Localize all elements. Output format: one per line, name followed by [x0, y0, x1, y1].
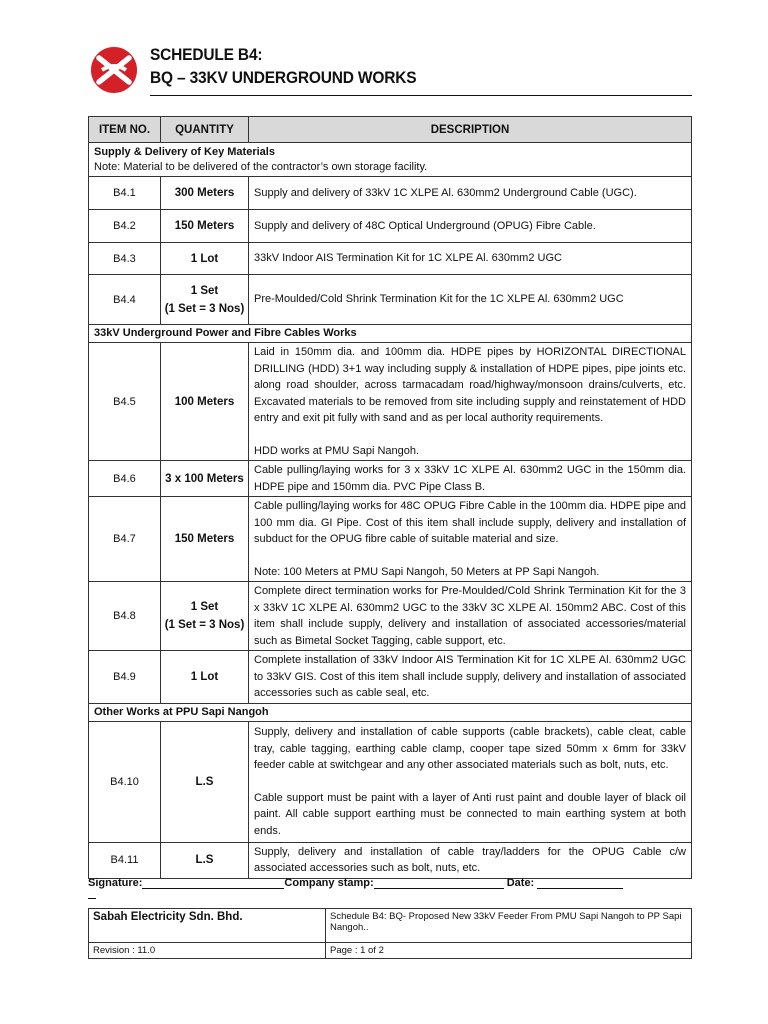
description-paragraph: Supply and delivery of 48C Optical Underground (OPUG) Fibre Cable.	[254, 219, 596, 232]
quantity-detail: (1 Set = 3 Nos)	[164, 302, 245, 315]
signature-label: Signature:	[88, 877, 143, 889]
quantity-detail: (1 Set = 3 Nos)	[164, 619, 245, 631]
description-paragraph: Supply, delivery and installation of cable tray/ladders for the OPUG Cable c/w associated accessories such as bolt, nuts, etc.	[254, 845, 686, 874]
table-row	[89, 243, 692, 275]
table-row	[89, 721, 692, 842]
description-cell	[249, 842, 692, 878]
bq-table	[88, 116, 692, 879]
table-row	[89, 842, 692, 878]
description-paragraph: 33kV Indoor AIS Termination Kit for 1C XLPE Al. 630mm2 UGC	[254, 252, 562, 265]
description-cell	[249, 243, 692, 275]
quantity-cell	[161, 343, 249, 461]
item-number: B4.4	[89, 275, 161, 325]
item-number: B4.10	[89, 721, 161, 842]
date-field[interactable]	[537, 877, 623, 889]
revision-number: Revision : 11.0	[89, 943, 326, 959]
section-row	[89, 703, 692, 721]
company-stamp-label: Company stamp:	[284, 877, 374, 889]
quantity-cell	[161, 275, 249, 325]
quantity-value: 150 Meters	[174, 220, 235, 232]
quantity-value: 3 x 100 Meters	[165, 472, 244, 485]
table-row	[89, 275, 692, 325]
table-row	[89, 582, 692, 651]
quantity-cell	[161, 461, 249, 497]
section-note: Note: Material to be delivered of the contractor’s own storage facility.	[94, 160, 428, 173]
header-divider	[150, 95, 692, 96]
footer-table	[88, 908, 692, 959]
signature-field[interactable]	[142, 877, 284, 889]
quantity-value: L.S	[195, 775, 214, 788]
description-paragraph: HDD works at PMU Sapi Nangoh.	[254, 444, 420, 457]
quantity-value: 150 Meters	[174, 533, 235, 545]
quantity-value: 1 Lot	[190, 670, 219, 683]
document-header	[88, 40, 692, 100]
quantity-cell	[161, 210, 249, 243]
description-paragraph: Complete direct termination works for Pre-Moulded/Cold Shrink Termination Kit for the 3 x 33kV 1C XLPE Al. 630mm2 UGC to the 33kV 3C XLPE Al. 150mm2 ABC. Cost of this item shall include supply, delivery and installation of associated accessories/material such as Bimetal Socket Tagging, cable support, etc.	[254, 585, 686, 647]
page-title	[150, 44, 416, 90]
description-cell	[249, 651, 692, 704]
description-cell	[249, 461, 692, 497]
table-row	[89, 210, 692, 243]
title-line-2: BQ – 33KV UNDERGROUND WORKS	[150, 69, 417, 87]
paragraph-gap	[254, 427, 686, 443]
description-paragraph: Cable pulling/laying works for 48C OPUG Fibre Cable in the 100mm dia. HDPE pipe and 100 mm dia. GI Pipe. Cost of this item shall include supply, delivery and installation of subduct for the OPUG fibre cable of suitable material and size.	[254, 500, 686, 545]
description-cell	[249, 177, 692, 210]
table-row	[89, 497, 692, 582]
section-heading	[89, 325, 692, 343]
column-header-quantity: QUANTITY	[161, 117, 249, 143]
column-header-item: ITEM NO.	[89, 117, 161, 143]
item-number: B4.3	[89, 243, 161, 275]
quantity-value: 300 Meters	[174, 187, 235, 199]
signature-line	[88, 877, 623, 889]
section-heading	[89, 703, 692, 721]
company-stamp-field[interactable]	[374, 877, 504, 889]
description-paragraph: Cable pulling/laying works for 3 x 33kV 1C XLPE Al. 630mm2 UGC in the 150mm dia. HDPE pipe and 150mm dia. PVC Pipe Class B.	[254, 464, 686, 493]
quantity-value: 1 Set	[190, 601, 219, 613]
quantity-cell	[161, 177, 249, 210]
description-cell	[249, 343, 692, 461]
description-cell	[249, 275, 692, 325]
description-paragraph: Cable support must be paint with a layer of Anti rust paint and double layer of black oil paint. All cable support earthing must be connected to main earthing system at both ends.	[254, 791, 686, 837]
description-paragraph: Supply and delivery of 33kV 1C XLPE Al. 630mm2 Underground Cable (UGC).	[254, 186, 637, 199]
title-line-1: SCHEDULE B4:	[150, 46, 263, 64]
quantity-cell	[161, 842, 249, 878]
item-number: B4.8	[89, 582, 161, 651]
quantity-cell	[161, 721, 249, 842]
date-label: Date:	[506, 877, 535, 889]
paragraph-gap	[254, 548, 686, 564]
quantity-cell	[161, 497, 249, 582]
section-heading	[89, 143, 692, 177]
section-title: Supply & Delivery of Key Materials	[94, 145, 275, 158]
quantity-cell	[161, 582, 249, 651]
item-number: B4.5	[89, 343, 161, 461]
paragraph-gap	[254, 774, 686, 790]
item-number: B4.11	[89, 842, 161, 878]
description-cell	[249, 210, 692, 243]
quantity-value: 100 Meters	[174, 395, 235, 408]
description-paragraph: Note: 100 Meters at PMU Sapi Nangoh, 50 Meters at PP Sapi Nangoh.	[254, 565, 600, 578]
section-row	[89, 325, 692, 343]
section-row	[89, 143, 692, 177]
table-row	[89, 343, 692, 461]
sesb-logo-icon	[88, 44, 140, 96]
quantity-cell	[161, 651, 249, 704]
table-header-row	[89, 117, 692, 143]
description-paragraph: Pre-Moulded/Cold Shrink Termination Kit for the 1C XLPE Al. 630mm2 UGC	[254, 293, 624, 306]
section-title: 33kV Underground Power and Fibre Cables Works	[94, 327, 357, 339]
table-row	[89, 177, 692, 210]
item-number: B4.9	[89, 651, 161, 704]
footer-separator	[88, 898, 96, 899]
description-paragraph: Laid in 150mm dia. and 100mm dia. HDPE pipes by HORIZONTAL DIRECTIONAL DRILLING (HDD) 3+1 way including supply & installation of HDPE pipes, pipe joints etc. along road shoulder, across tarmacadam road/highway/monsoon drains/culverts, etc. Excavated materials to be removed from site including supply and reinstatement of HDD entry and exit pit fully with sand and as per local authority requirements.	[254, 346, 686, 424]
description-paragraph: Complete installation of 33kV Indoor AIS Termination Kit for 1C XLPE Al. 630mm2 UGC to 33kV GIS. Cost of this item shall include supply, delivery and installation of associated accessories such as cable seal, etc.	[254, 654, 686, 699]
page-number: Page : 1 of 2	[326, 943, 692, 959]
description-cell	[249, 497, 692, 582]
description-paragraph: Supply, delivery and installation of cable supports (cable brackets), cable cleat, cable tray, cable tagging, earthing cable clamp, cooper tape sized 50mm x 6mm for 33kV feeder cable at switchgear and any other associated materials such as bolt, nuts, etc.	[254, 726, 686, 771]
section-title: Other Works at PPU Sapi Nangoh	[94, 705, 269, 718]
company-name: Sabah Electricity Sdn. Bhd.	[89, 909, 326, 943]
table-row	[89, 461, 692, 497]
item-number: B4.1	[89, 177, 161, 210]
quantity-cell	[161, 243, 249, 275]
quantity-value: 1 Lot	[190, 252, 219, 265]
description-cell	[249, 721, 692, 842]
schedule-reference: Schedule B4: BQ- Proposed New 33kV Feeder From PMU Sapi Nangoh to PP Sapi Nangoh..	[326, 909, 692, 943]
item-number: B4.2	[89, 210, 161, 243]
quantity-value: 1 Set	[190, 284, 219, 297]
item-number: B4.7	[89, 497, 161, 582]
item-number: B4.6	[89, 461, 161, 497]
column-header-description: DESCRIPTION	[249, 117, 692, 143]
table-row	[89, 651, 692, 704]
description-cell	[249, 582, 692, 651]
quantity-value: L.S	[195, 854, 214, 866]
